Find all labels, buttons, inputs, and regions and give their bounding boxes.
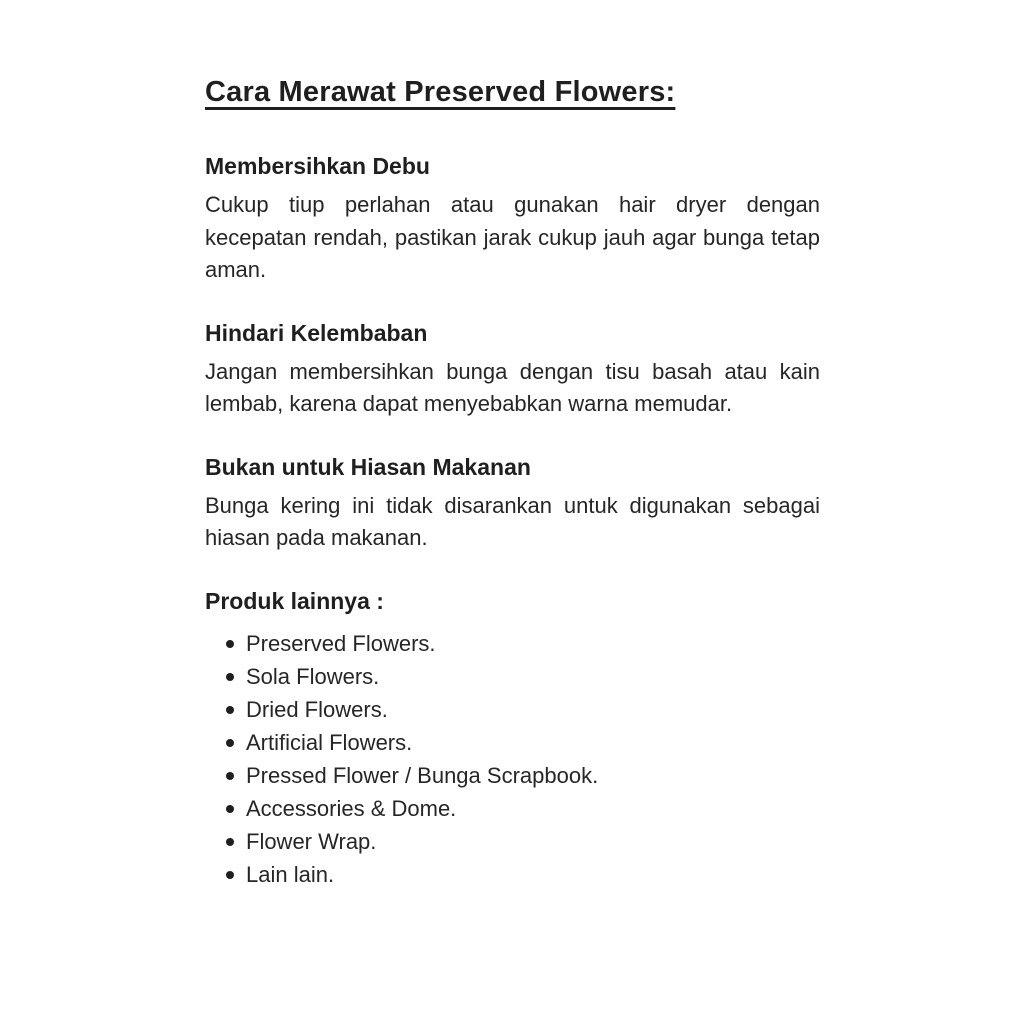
- list-item-dried-flowers: Dried Flowers.: [234, 693, 820, 726]
- section-heading-hindari-kelembaban: Hindari Kelembaban: [205, 319, 428, 346]
- section-bukan-untuk-hiasan-makanan: [205, 454, 820, 555]
- list-item-artificial-flowers: Artificial Flowers.: [234, 726, 820, 759]
- list-item-sola-flowers: Sola Flowers.: [234, 660, 820, 693]
- section-body-membersihkan-debu: Cukup tiup perlahan atau gunakan hair dryer dengan kecepatan rendah, pastikan jarak cukup jauh agar bunga tetap aman.: [205, 192, 820, 282]
- care-instructions-page: [205, 76, 820, 924]
- section-heading-bukan-untuk-hiasan-makanan: Bukan untuk Hiasan Makanan: [205, 453, 531, 480]
- section-membersihkan-debu: [205, 153, 820, 287]
- product-list: [205, 627, 820, 891]
- list-item-preserved-flowers: Preserved Flowers.: [234, 627, 820, 660]
- list-item-pressed-flower: Pressed Flower / Bunga Scrapbook.: [234, 759, 820, 792]
- list-item-accessories-dome: Accessories & Dome.: [234, 792, 820, 825]
- page-title: Cara Merawat Preserved Flowers:: [205, 76, 676, 108]
- section-heading-produk-lainnya: Produk lainnya :: [205, 587, 384, 614]
- section-body-bukan-untuk-hiasan-makanan: Bunga kering ini tidak disarankan untuk digunakan sebagai hiasan pada makanan.: [205, 492, 820, 550]
- section-heading-membersihkan-debu: Membersihkan Debu: [205, 153, 430, 179]
- section-body-hindari-kelembaban: Jangan membersihkan bunga dengan tisu basah atau kain lembab, karena dapat menyebabkan warna memudar.: [205, 358, 820, 416]
- list-item-flower-wrap: Flower Wrap.: [234, 825, 820, 858]
- list-item-lain-lain: Lain lain.: [234, 858, 820, 891]
- section-hindari-kelembaban: [205, 320, 820, 421]
- section-produk-lainnya: [205, 588, 820, 891]
